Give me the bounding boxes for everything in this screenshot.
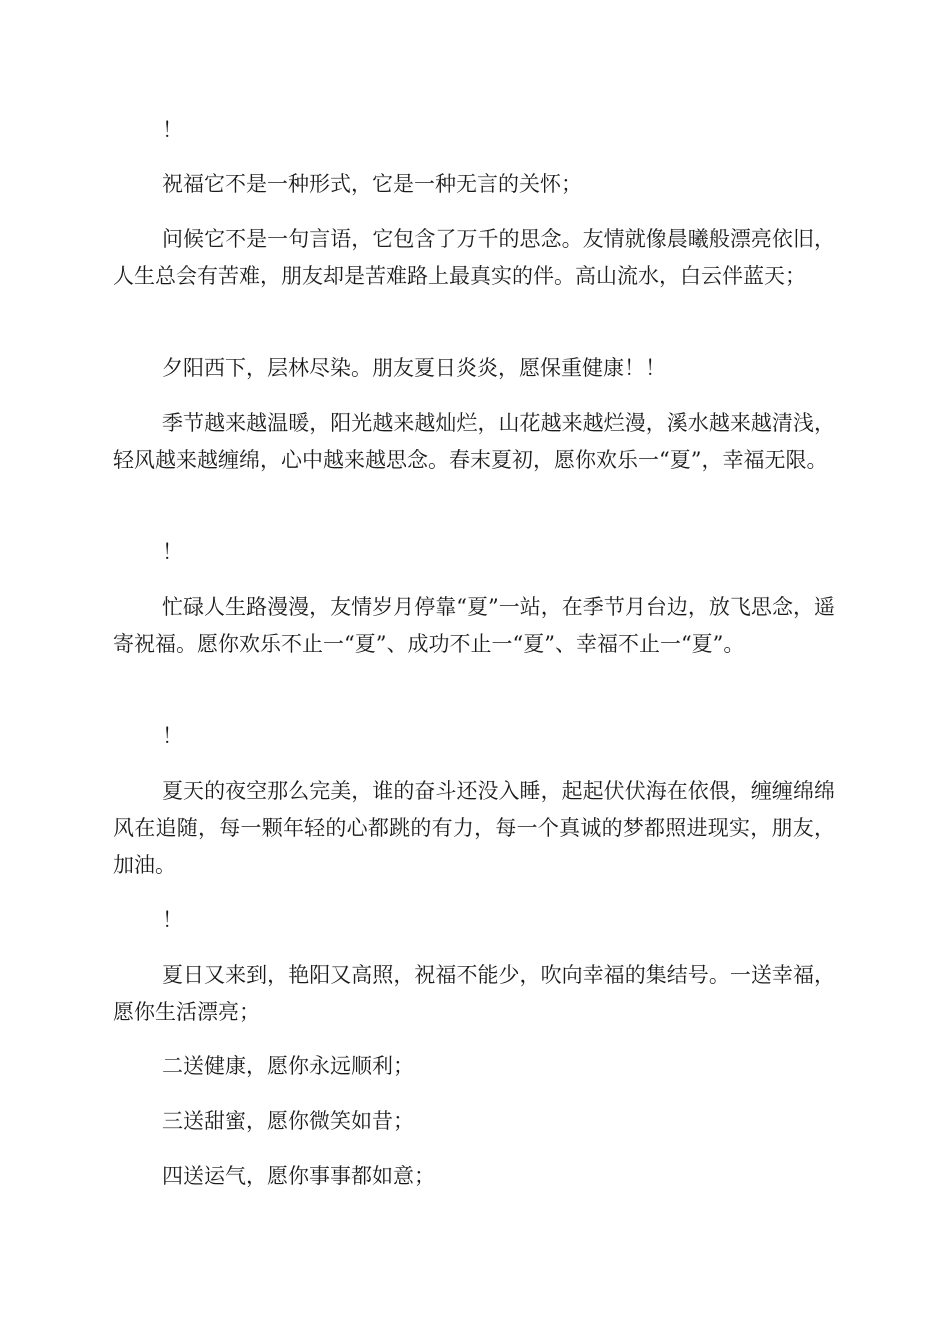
paragraph-1: ！ (162, 118, 183, 142)
paragraph-8: ！ (162, 724, 183, 748)
paragraph-6: ！ (162, 540, 183, 564)
paragraph-4: 夕阳西下，层林尽染。朋友夏日炎炎，愿保重健康！！ (162, 356, 666, 380)
paragraph-9: 夏天的夜空那么完美，谁的奋斗还没入睡，起起伏伏海在依偎，缠缠绵绵风在追随，每一颗年轻的心都跳的有力，每一个真诚的梦都照进现实，朋友，加油。 (113, 779, 835, 877)
paragraph-10: ！ (162, 908, 183, 932)
paragraph-12: 二送健康，愿你永远顺利； (162, 1054, 414, 1078)
paragraph-3: 问候它不是一句言语，它包含了万千的思念。友情就像晨曦般漂亮依旧，人生总会有苦难，朋友却是苦难路上最真实的伴。高山流水，白云伴蓝天； (113, 227, 835, 288)
paragraph-11: 夏日又来到，艳阳又高照，祝福不能少，吹向幸福的集结号。一送幸福，愿你生活漂亮； (113, 963, 835, 1024)
paragraph-7: 忙碌人生路漫漫，友情岁月停靠“夏”一站，在季节月台边，放飞思念，遥寄祝福。愿你欢乐不止一“夏”、成功不止一“夏”、幸福不止一“夏”。 (113, 595, 835, 656)
paragraph-14: 四送运气，愿你事事都如意； (162, 1164, 435, 1188)
paragraph-2: 祝福它不是一种形式，它是一种无言的关怀； (162, 172, 582, 196)
paragraph-13: 三送甜蜜，愿你微笑如昔； (162, 1109, 414, 1133)
paragraph-5: 季节越来越温暖，阳光越来越灿烂，山花越来越烂漫，溪水越来越清浅，轻风越来越缠绵，心中越来越思念。春末夏初，愿你欢乐一“夏”，幸福无限。 (113, 411, 835, 472)
